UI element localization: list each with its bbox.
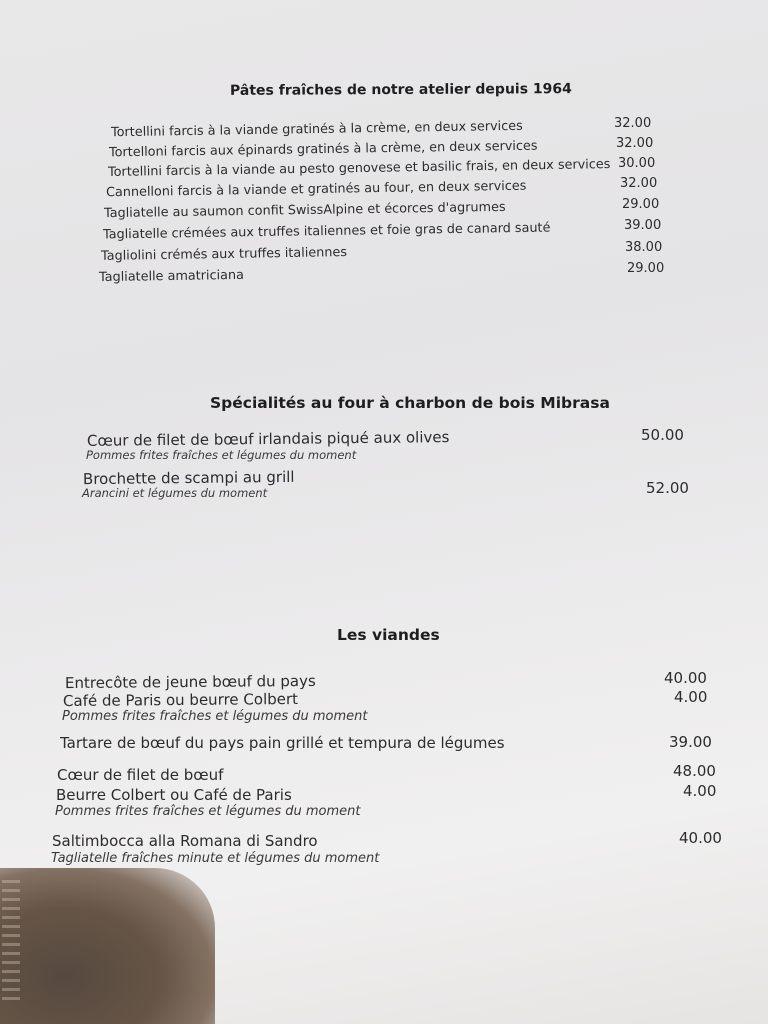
- corner-texture: [2, 880, 20, 1000]
- menu-item-name: Tagliatelle crémées aux truffes italiennes et foie gras de canard sauté: [102, 220, 551, 243]
- menu-item-name: Cœur de filet de bœuf: [57, 766, 224, 784]
- menu-item-price: 52.00: [646, 479, 689, 497]
- menu-item-price: 40.00: [664, 669, 707, 687]
- section-title-specialites: Spécialités au four à charbon de bois Mibrasa: [210, 394, 610, 412]
- menu-item-subtitle: Arancini et légumes du moment: [82, 486, 268, 500]
- menu-item-price: 29.00: [627, 261, 665, 276]
- menu-item-name: Tagliatelle amatriciana: [98, 267, 245, 286]
- section-title-viandes: Les viandes: [337, 626, 440, 644]
- menu-item-price: 4.00: [674, 688, 708, 706]
- corner-shadow: [0, 868, 215, 1024]
- section-title-pates: Pâtes fraîches de notre atelier depuis 1964: [229, 81, 572, 99]
- menu-item-name: Brochette de scampi au grill: [82, 467, 295, 489]
- menu-item-name: Tartare de bœuf du pays pain grillé et tempura de légumes: [60, 734, 505, 752]
- menu-item-name: Café de Paris ou beurre Colbert: [62, 689, 299, 711]
- menu-item-name: Tortelloni farcis aux épinards gratinés à la crème, en deux services: [108, 138, 538, 161]
- menu-item-price: 4.00: [683, 782, 717, 800]
- menu-item-name: Tortellini farcis à la viande gratinés à la crème, en deux services: [110, 118, 523, 141]
- menu-item-price: 32.00: [620, 176, 658, 191]
- menu-item-price: 38.00: [625, 240, 663, 255]
- menu-item-price: 40.00: [679, 829, 722, 847]
- menu-item-price: 30.00: [618, 156, 656, 171]
- menu-item-price: 48.00: [673, 762, 716, 780]
- menu-item-name: Tortellini farcis à la viande au pesto genovese et basilic frais, en deux services: [107, 157, 611, 180]
- menu-item-name: Entrecôte de jeune bœuf du pays: [64, 671, 316, 693]
- menu-item-price: 32.00: [614, 116, 652, 131]
- menu-item-name: Cannelloni farcis à la viande et gratinés au four, en deux services: [105, 178, 527, 201]
- menu-item-subtitle: Pommes frites fraîches et légumes du moment: [86, 448, 357, 462]
- menu-item-price: 29.00: [622, 197, 660, 212]
- menu-item-price: 32.00: [616, 136, 654, 151]
- menu-item-price: 50.00: [641, 426, 684, 444]
- menu-item-subtitle: Pommes frites fraîches et légumes du moment: [62, 709, 368, 724]
- menu-item-name: Cœur de filet de bœuf irlandais piqué aux olives: [86, 428, 450, 450]
- menu-item-subtitle: Tagliatelle fraîches minute et légumes du moment: [51, 851, 380, 866]
- menu-item-price: 39.00: [669, 733, 712, 751]
- menu-item-name: Saltimbocca alla Romana di Sandro: [52, 832, 318, 850]
- menu-item-name: Tagliatelle au saumon confit SwissAlpine et écorces d'agrumes: [103, 199, 506, 222]
- menu-item-price: 39.00: [624, 218, 662, 233]
- menu-item-subtitle: Pommes frites fraîches et légumes du moment: [55, 804, 361, 819]
- menu-item-name: Beurre Colbert ou Café de Paris: [56, 786, 292, 804]
- menu-item-name: Tagliolini crémés aux truffes italiennes: [100, 245, 348, 264]
